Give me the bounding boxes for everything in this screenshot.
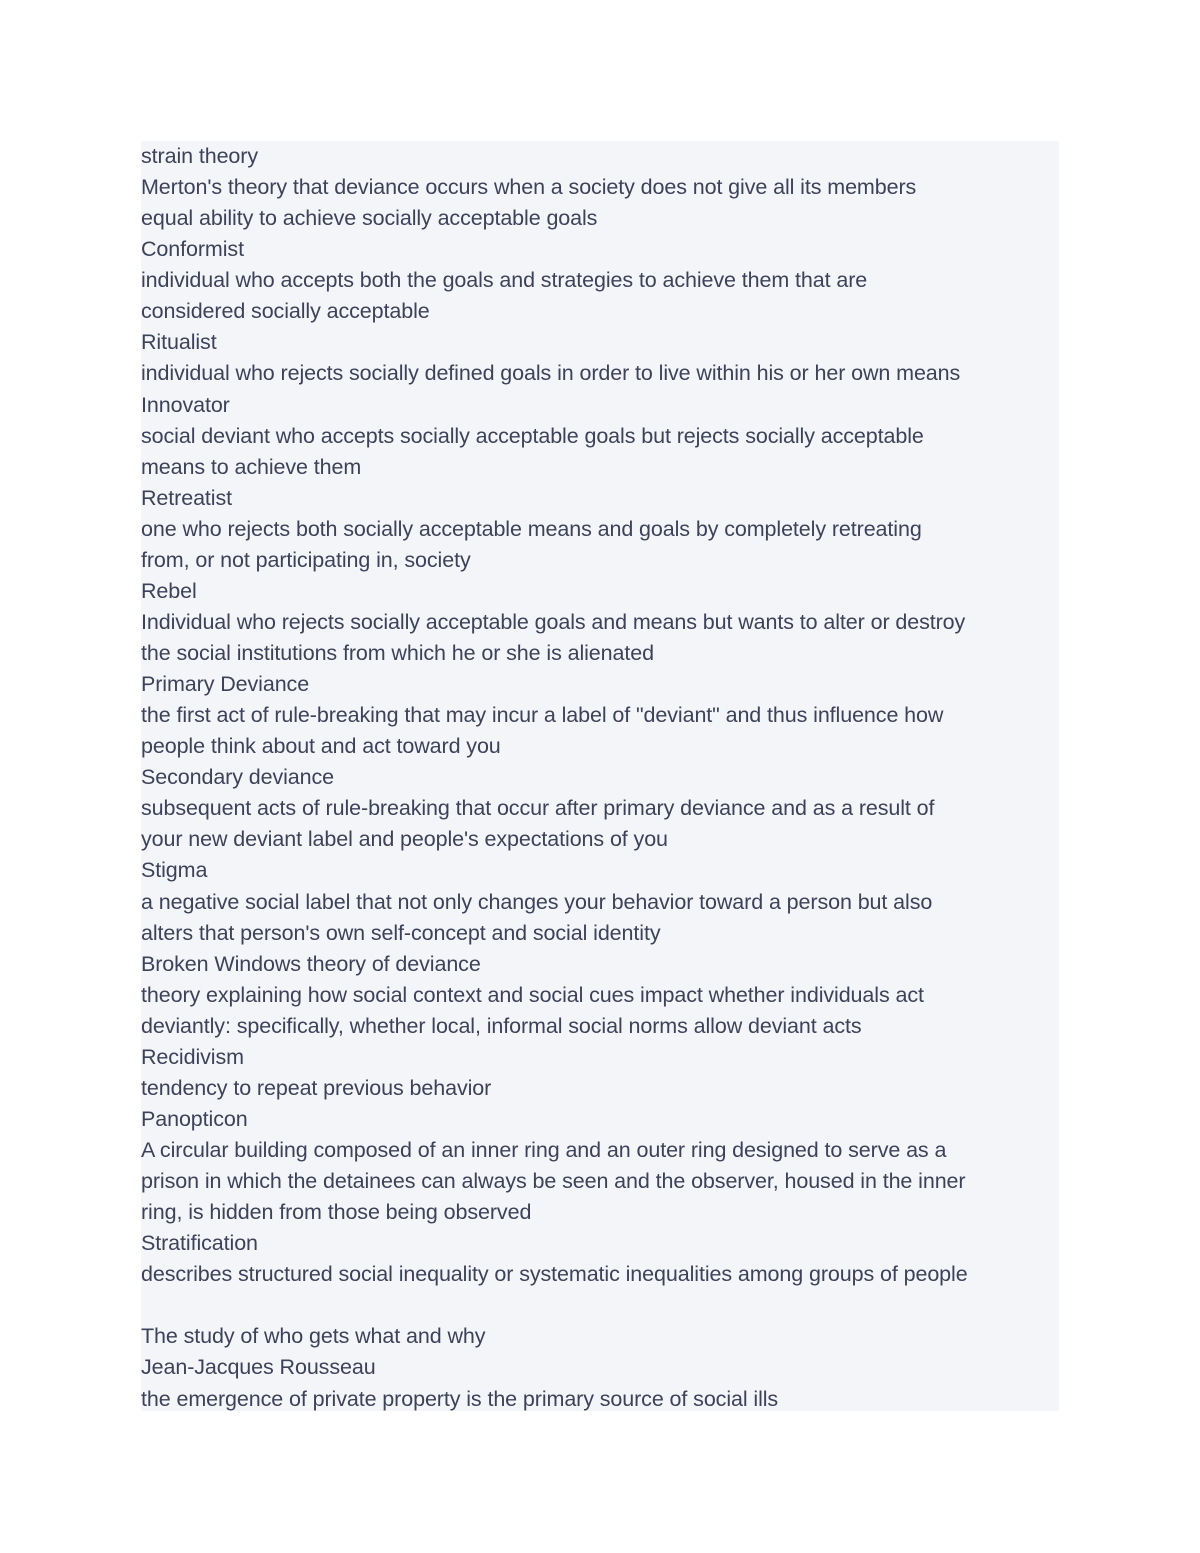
- definition-line: Individual who rejects socially acceptable goals and means but wants to alter or destroy: [141, 609, 966, 634]
- term-stratification: Stratification: [141, 1231, 258, 1256]
- definition-line: subsequent acts of rule-breaking that occur after primary deviance and as a result of: [141, 796, 935, 821]
- term-retreatist: Retreatist: [141, 485, 233, 510]
- term-innovator: Innovator: [141, 392, 230, 417]
- definition-line: from, or not participating in, society: [141, 547, 471, 572]
- term-secondary-deviance: Secondary deviance: [141, 765, 335, 790]
- term-conformist: Conformist: [141, 237, 244, 262]
- definition-line: A circular building composed of an inner ring and an outer ring designed to serve as a: [141, 1138, 947, 1162]
- definition-line: people think about and act toward you: [141, 734, 501, 759]
- definition-line: The study of who gets what and why: [141, 1324, 486, 1349]
- definition-line: ring, is hidden from those being observed: [141, 1200, 532, 1225]
- flashcard-text-block: [141, 141, 1059, 1411]
- definition-line: the social institutions from which he or she is alienated: [141, 641, 654, 665]
- term-panopticon: Panopticon: [141, 1106, 248, 1131]
- definition-line: the first act of rule-breaking that may incur a label of "deviant" and thus influence how: [141, 703, 944, 728]
- definition-line: means to achieve them: [141, 454, 362, 479]
- term-rousseau: Jean-Jacques Rousseau: [141, 1355, 376, 1380]
- definition-line: individual who rejects socially defined goals in order to live within his or her own means: [141, 361, 961, 386]
- term-recidivism: Recidivism: [141, 1044, 244, 1069]
- definition-line: social deviant who accepts socially acceptable goals but rejects socially acceptable: [141, 423, 924, 448]
- term-strain-theory: strain theory: [141, 144, 259, 168]
- definition-line: the emergence of private property is the primary source of social ills: [141, 1386, 779, 1411]
- term-rebel: Rebel: [141, 578, 197, 603]
- term-stigma: Stigma: [141, 858, 208, 883]
- definition-line: prison in which the detainees can always be seen and the observer, housed in the inner: [141, 1169, 966, 1194]
- definition-line: individual who accepts both the goals and strategies to achieve them that are: [141, 268, 868, 293]
- definition-line: Merton's theory that deviance occurs when a society does not give all its members: [141, 175, 917, 200]
- text-lines: [141, 141, 968, 1415]
- blank-line: [141, 1290, 968, 1321]
- definition-line: your new deviant label and people's expectations of you: [141, 827, 668, 852]
- term-ritualist: Ritualist: [141, 330, 217, 355]
- definition-line: alters that person's own self-concept and social identity: [141, 920, 661, 945]
- definition-line: a negative social label that not only changes your behavior toward a person but also: [141, 889, 933, 914]
- definition-line: tendency to repeat previous behavior: [141, 1075, 492, 1100]
- term-broken-windows: Broken Windows theory of deviance: [141, 951, 481, 976]
- term-primary-deviance: Primary Deviance: [141, 672, 310, 697]
- definition-line: one who rejects both socially acceptable means and goals by completely retreating: [141, 516, 922, 541]
- definition-line: considered socially acceptable: [141, 299, 430, 324]
- definition-line: equal ability to achieve socially acceptable goals: [141, 206, 598, 231]
- definition-line: theory explaining how social context and social cues impact whether individuals act: [141, 982, 924, 1007]
- definition-line: deviantly: specifically, whether local, informal social norms allow deviant acts: [141, 1013, 862, 1038]
- definition-line: describes structured social inequality or systematic inequalities among groups of people: [141, 1262, 968, 1287]
